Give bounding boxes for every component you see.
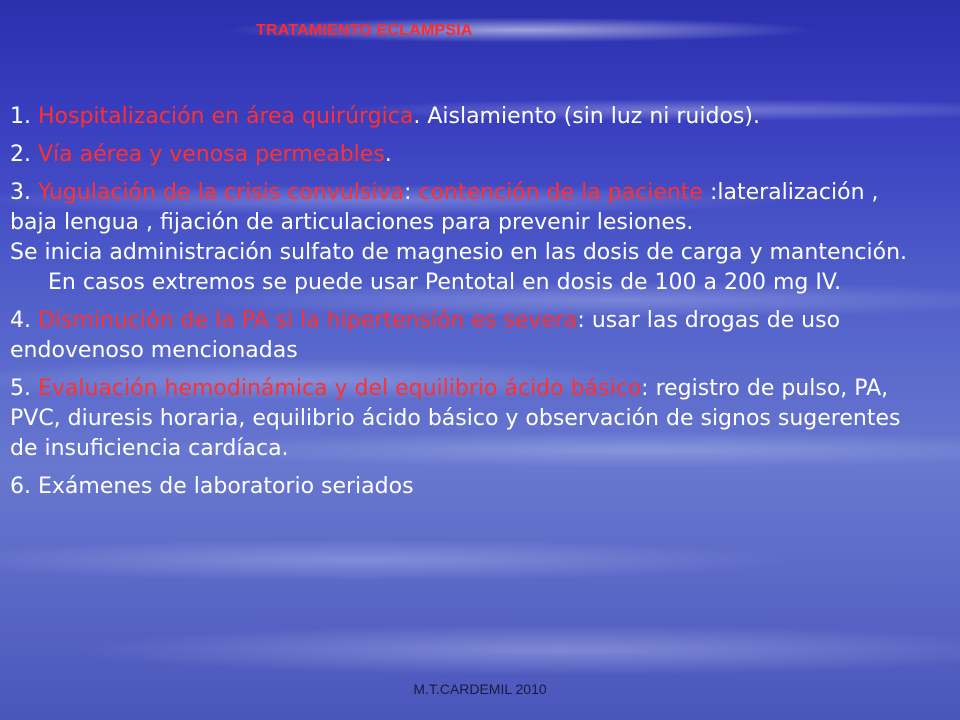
item-highlight: Yugulación de la crisis convulsiva — [37, 180, 404, 205]
item-highlight: Disminución de la PA si la hipertensión es severa — [37, 308, 578, 333]
item-text: :lateralización , baja lengua , fijación de articulaciones para prevenir lesiones. — [10, 180, 879, 235]
item-number: 1. — [10, 104, 38, 129]
list-item-4 — [10, 306, 930, 366]
list-item-3 — [10, 178, 930, 298]
item-text: : registro de pulso, PA, PVC, diuresis horaria, equilibrio ácido básico y observación de signos sugerentes de insuficiencia cardíaca. — [10, 376, 901, 461]
slide-title: TRATAMIENTO ECLAMPSIA — [256, 22, 473, 39]
list-item-6 — [10, 472, 930, 502]
list-item-1 — [10, 102, 930, 132]
item-highlight: Hospitalización en área quirúrgica — [37, 104, 414, 129]
item-text: . — [384, 142, 392, 167]
item-continuation-indented: En casos extremos se puede usar Pentotal en dosis de 100 a 200 mg IV. — [48, 270, 842, 295]
item-text: Exámenes de laboratorio seriados — [37, 474, 414, 499]
item-highlight: Evaluación hemodinámica y del equilibrio ácido básico — [37, 376, 642, 401]
slide-footer: M.T.CARDEMIL 2010 — [413, 681, 547, 697]
item-text: : usar las drogas de uso endovenoso mencionadas — [10, 308, 841, 363]
item-continuation: Se inicia administración sulfato de magnesio en las dosis de carga y mantención. — [10, 240, 908, 265]
item-text: . Aislamiento (sin luz ni ruidos). — [413, 104, 760, 129]
treatment-list — [10, 102, 930, 510]
item-number: 3. — [10, 180, 38, 205]
item-number: 4. — [10, 308, 38, 333]
item-separator: : — [403, 180, 419, 205]
item-highlight-secondary: contención de la paciente — [418, 180, 703, 205]
list-item-5 — [10, 374, 930, 464]
item-number: 5. — [10, 376, 38, 401]
item-highlight: Vía aérea y venosa permeables — [37, 142, 385, 167]
item-number: 6. — [10, 474, 38, 499]
list-item-2 — [10, 140, 930, 170]
item-number: 2. — [10, 142, 38, 167]
